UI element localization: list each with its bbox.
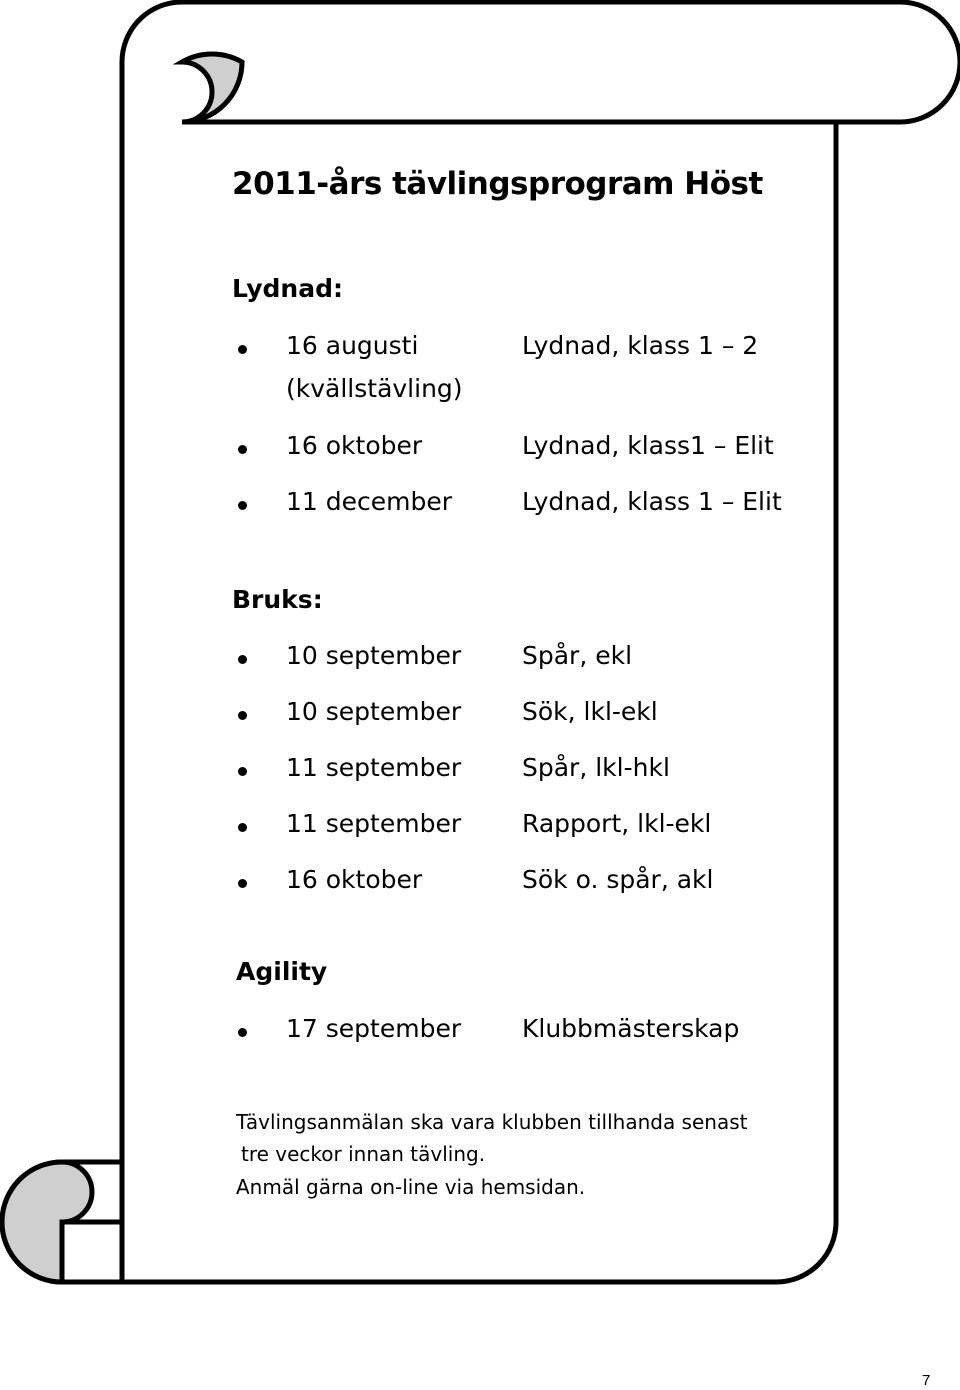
event-date-note: (kvällstävling)	[286, 374, 463, 403]
registration-note-line: tre veckor innan tävling.	[241, 1142, 486, 1166]
event-date: 16 oktober	[286, 865, 423, 894]
event-date: 17 september	[286, 1014, 462, 1043]
event-description: Lydnad, klass 1 – 2	[522, 331, 759, 360]
event-date: 10 september	[286, 641, 462, 670]
bullet-icon	[238, 501, 247, 510]
event-description: Klubbmästerskap	[522, 1014, 740, 1043]
event-description: Rapport, lkl-ekl	[522, 809, 712, 838]
event-description: Lydnad, klass 1 – Elit	[522, 487, 782, 516]
registration-note-line: Anmäl gärna on-line via hemsidan.	[236, 1175, 586, 1199]
event-description: Sök o. spår, akl	[522, 865, 714, 894]
event-description: Spår, lkl-hkl	[522, 753, 670, 782]
bullet-icon	[238, 655, 247, 664]
list-item	[0, 487, 960, 527]
list-item	[0, 641, 960, 681]
list-item	[0, 431, 960, 471]
bullet-icon	[238, 445, 247, 454]
list-item	[0, 331, 960, 371]
page-title: 2011-års tävlingsprogram Höst	[232, 166, 763, 202]
section-heading-agility: Agility	[236, 957, 328, 986]
bullet-icon	[238, 1028, 247, 1037]
section-heading-bruks: Bruks:	[232, 585, 323, 614]
event-date: 16 augusti	[286, 331, 419, 360]
event-date: 16 oktober	[286, 431, 423, 460]
page-number: 7	[922, 1372, 931, 1389]
event-date: 10 september	[286, 697, 462, 726]
event-description: Sök, lkl-ekl	[522, 697, 658, 726]
bullet-icon	[238, 879, 247, 888]
bullet-icon	[238, 345, 247, 354]
event-date: 11 december	[286, 487, 453, 516]
bullet-icon	[238, 767, 247, 776]
bullet-icon	[238, 823, 247, 832]
list-item	[0, 753, 960, 793]
list-item	[0, 865, 960, 905]
list-item	[0, 697, 960, 737]
list-item	[0, 809, 960, 849]
event-date: 11 september	[286, 753, 462, 782]
list-item	[0, 1014, 960, 1054]
event-description: Spår, ekl	[522, 641, 633, 670]
bullet-icon	[238, 711, 247, 720]
event-description: Lydnad, klass1 – Elit	[522, 431, 774, 460]
section-heading-lydnad: Lydnad:	[232, 274, 343, 303]
event-date: 11 september	[286, 809, 462, 838]
registration-note-line: Tävlingsanmälan ska vara klubben tillhanda senast	[236, 1110, 748, 1134]
